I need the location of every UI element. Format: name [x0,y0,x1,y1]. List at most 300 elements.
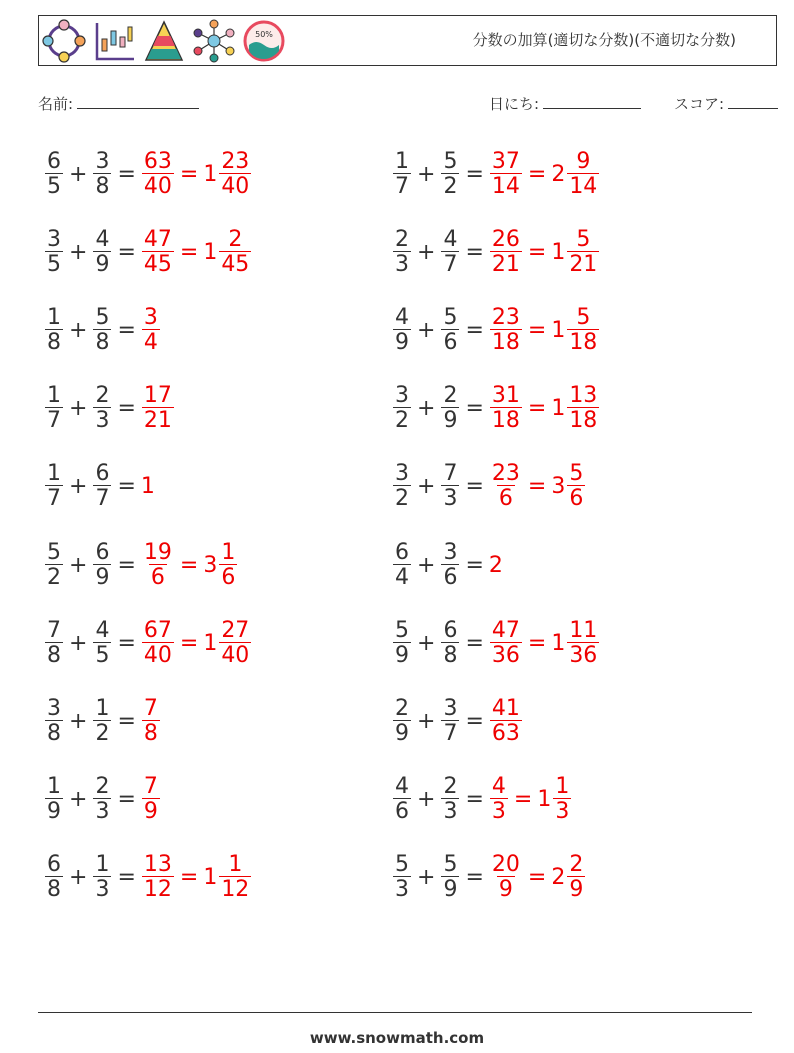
addend-fraction [441,304,459,355]
addend-fraction [393,304,411,355]
denominator: 8 [47,329,61,355]
numerator: 5 [443,304,458,330]
denominator: 5 [47,251,61,277]
addend-fraction [441,385,459,432]
denominator: 45 [221,251,250,277]
denominator: 14 [491,173,520,199]
denominator: 6 [498,486,513,512]
answer-fraction [142,148,174,199]
numerator: 2 [95,774,110,800]
answer-fraction [142,776,160,823]
problem-item [44,299,161,361]
addend-fraction [93,854,111,901]
answer-fraction [490,776,508,823]
addend-fraction [393,463,411,510]
equals-sign: = [179,161,199,187]
numerator: 6 [95,539,110,565]
numerator: 7 [443,461,458,487]
problem-item [392,847,586,909]
plus-sign: + [69,630,88,656]
mixed-whole: 1 [203,630,218,656]
problem-item [44,534,238,596]
numerator: 6 [95,461,110,487]
numerator: 5 [443,148,458,174]
mixed-fraction [219,854,251,901]
mixed-whole: 1 [203,161,218,187]
answer-whole: 2 [488,552,503,578]
denominator: 21 [143,408,172,434]
numerator: 7 [143,774,158,800]
denominator: 8 [95,173,110,199]
denominator: 6 [395,799,409,825]
plus-sign: + [417,787,436,813]
header-icons [42,19,286,63]
denominator: 63 [491,720,520,746]
addend-fraction [45,617,63,668]
numerator: 13 [143,852,172,878]
numerator: 5 [443,852,458,878]
numerator: 6 [47,852,61,878]
numerator: 4 [395,774,409,800]
problem-item [44,143,252,205]
plus-sign: + [417,161,436,187]
addend-fraction [45,148,63,199]
numerator: 3 [47,226,61,252]
equals-sign: = [465,552,484,578]
mixed-fraction [553,776,571,823]
numerator: 4 [395,304,409,330]
addend-fraction [393,226,411,277]
equals-sign: = [527,474,547,500]
denominator: 9 [443,877,458,903]
mixed-whole: 1 [203,865,218,891]
denominator: 3 [95,877,110,903]
denominator: 9 [47,799,61,825]
denominator: 7 [47,408,61,434]
denominator: 6 [150,564,165,590]
numerator: 3 [443,695,458,721]
plus-sign: + [417,630,436,656]
numerator: 3 [395,383,409,409]
numerator: 2 [443,774,458,800]
denominator: 3 [443,799,458,825]
denominator: 18 [491,329,520,355]
worksheet-title: 分数の加算(適切な分数)(不適切な分数) [472,31,736,49]
equals-sign: = [179,865,199,891]
equals-sign: = [179,552,199,578]
plus-sign: + [69,474,88,500]
numerator: 7 [47,617,61,643]
denominator: 5 [95,642,110,668]
denominator: 9 [395,329,409,355]
problem-item [392,690,523,752]
problem-item [392,143,600,205]
numerator: 2 [228,226,243,252]
answer-fraction [490,226,522,277]
denominator: 21 [491,251,520,277]
date-label: 日にち: [489,95,540,113]
denominator: 8 [95,329,110,355]
plus-sign: + [417,474,436,500]
numerator: 4 [491,774,506,800]
numerator: 9 [576,148,591,174]
denominator: 3 [443,486,458,512]
addend-fraction [393,695,411,746]
numerator: 47 [491,617,520,643]
denominator: 18 [569,329,598,355]
denominator: 9 [95,564,110,590]
equals-sign: = [527,317,547,343]
numerator: 3 [47,695,61,721]
plus-sign: + [69,239,88,265]
mixed-fraction [567,854,585,901]
numerator: 5 [395,852,409,878]
denominator: 14 [569,173,598,199]
plus-sign: + [417,317,436,343]
numerator: 3 [443,539,458,565]
plus-sign: + [417,708,436,734]
worksheet-header [38,15,777,66]
numerator: 23 [491,304,520,330]
mixed-whole: 1 [551,396,566,422]
footer-divider [38,1012,752,1013]
denominator: 7 [95,486,110,512]
mixed-whole: 1 [537,787,552,813]
answer-fraction [142,854,174,901]
addend-fraction [393,854,411,901]
plus-sign: + [69,787,88,813]
plus-sign: + [417,396,436,422]
denominator: 4 [395,564,409,590]
answer-fraction [490,695,522,746]
answer-fraction [490,304,522,355]
numerator: 1 [47,461,61,487]
equals-sign: = [465,396,484,422]
denominator: 9 [95,251,110,277]
equals-sign: = [465,708,484,734]
problem-item [392,769,572,831]
equals-sign: = [117,317,136,343]
equals-sign: = [117,161,136,187]
numerator: 1 [47,304,61,330]
denominator: 5 [47,173,61,199]
denominator: 8 [143,720,158,746]
equals-sign: = [117,552,136,578]
equals-sign: = [465,865,484,891]
numerator: 4 [95,226,110,252]
numerator: 2 [395,695,409,721]
numerator: 5 [569,461,584,487]
equals-sign: = [179,239,199,265]
numerator: 2 [95,383,110,409]
addend-fraction [45,463,63,510]
plus-sign: + [417,239,436,265]
denominator: 3 [395,251,409,277]
equals-sign: = [527,630,547,656]
denominator: 3 [395,877,409,903]
plus-sign: + [69,396,88,422]
numerator: 5 [576,304,591,330]
denominator: 3 [95,799,110,825]
numerator: 6 [395,539,409,565]
denominator: 7 [443,251,458,277]
numerator: 1 [47,383,61,409]
addend-fraction [441,695,459,746]
equals-sign: = [527,396,547,422]
denominator: 4 [143,329,158,355]
numerator: 1 [221,539,236,565]
answer-fraction [142,539,174,590]
addend-fraction [441,148,459,199]
mixed-fraction [567,226,599,277]
problem-item [392,534,503,596]
date-field [489,93,641,114]
addend-fraction [45,226,63,277]
addend-fraction [441,854,459,901]
mixed-fraction [219,617,251,668]
denominator: 8 [443,642,458,668]
equals-sign: = [465,474,484,500]
numerator: 17 [143,383,172,409]
numerator: 5 [576,226,591,252]
addend-fraction [45,695,63,746]
denominator: 18 [569,408,598,434]
equals-sign: = [117,239,136,265]
numerator: 1 [47,774,61,800]
name-blank[interactable] [77,94,199,109]
equals-sign: = [465,630,484,656]
mixed-fraction [567,304,599,355]
addend-fraction [393,385,411,432]
numerator: 5 [95,304,110,330]
addend-fraction [93,148,111,199]
numerator: 5 [47,539,61,565]
addend-fraction [93,385,111,432]
denominator: 3 [555,799,570,825]
denominator: 9 [443,408,458,434]
numerator: 37 [491,148,520,174]
denominator: 6 [443,329,458,355]
denominator: 12 [221,877,250,903]
pyramid-icon [142,19,186,63]
equals-sign: = [465,787,484,813]
addend-fraction [45,304,63,355]
answer-fraction [142,385,174,432]
problem-item [44,378,175,440]
addend-fraction [93,304,111,355]
problem-item [44,769,161,831]
denominator: 6 [443,564,458,590]
numerator: 1 [555,774,570,800]
score-blank[interactable] [728,94,778,109]
equals-sign: = [117,708,136,734]
addend-fraction [441,463,459,510]
denominator: 40 [221,173,250,199]
date-blank[interactable] [543,94,641,109]
numerator: 1 [95,852,110,878]
denominator: 6 [221,564,236,590]
name-field [38,93,199,114]
problem-item [392,299,600,361]
numerator: 20 [491,852,520,878]
addend-fraction [441,539,459,590]
denominator: 6 [569,486,584,512]
problem-item [392,221,600,283]
addend-fraction [441,776,459,823]
mixed-whole: 3 [203,552,218,578]
answer-fraction [142,617,174,668]
mixed-fraction [567,617,599,668]
answer-fraction [142,304,160,355]
numerator: 1 [228,852,243,878]
candlestick-chart-icon [92,19,136,63]
denominator: 40 [143,173,172,199]
score-field [674,93,778,114]
answer-whole: 1 [140,474,155,500]
svg-text:50%: 50% [255,30,273,39]
numerator: 19 [143,539,172,565]
mixed-fraction [567,385,599,432]
denominator: 9 [395,642,409,668]
numerator: 63 [143,148,172,174]
mixed-whole: 1 [203,239,218,265]
problem-item [44,690,161,752]
denominator: 2 [395,486,409,512]
answer-fraction [490,148,522,199]
denominator: 2 [395,408,409,434]
footer-url: www.snowmath.com [309,1029,485,1047]
answer-fraction [142,226,174,277]
numerator: 4 [443,226,458,252]
plus-sign: + [69,317,88,343]
denominator: 8 [47,877,61,903]
numerator: 3 [395,461,409,487]
denominator: 40 [221,642,250,668]
answer-fraction [490,463,522,510]
denominator: 40 [143,642,172,668]
answer-fraction [490,617,522,668]
denominator: 21 [569,251,598,277]
denominator: 8 [47,642,61,668]
numerator: 4 [95,617,110,643]
plus-sign: + [69,708,88,734]
numerator: 1 [95,695,110,721]
addend-fraction [393,148,411,199]
plus-sign: + [417,865,436,891]
numerator: 26 [491,226,520,252]
denominator: 12 [143,877,172,903]
addend-fraction [45,854,63,901]
problem-item [44,847,252,909]
denominator: 9 [143,799,158,825]
addend-fraction [393,617,411,668]
addend-fraction [441,617,459,668]
numerator: 2 [395,226,409,252]
equals-sign: = [465,317,484,343]
equals-sign: = [527,161,547,187]
mixed-fraction [567,463,585,510]
equals-sign: = [513,787,533,813]
score-label: スコア: [674,95,725,113]
mixed-fraction [567,148,599,199]
name-label: 名前: [38,95,74,113]
numerator: 7 [143,695,158,721]
problem-item [392,612,600,674]
mixed-whole: 1 [551,317,566,343]
problem-item [392,378,600,440]
mixed-whole: 2 [551,161,566,187]
equals-sign: = [117,630,136,656]
addend-fraction [45,539,63,590]
problem-item [44,612,252,674]
mixed-whole: 1 [551,239,566,265]
numerator: 6 [47,148,61,174]
mixed-fraction [219,148,251,199]
numerator: 3 [95,148,110,174]
equals-sign: = [179,630,199,656]
equals-sign: = [465,239,484,265]
numerator: 23 [491,461,520,487]
addend-fraction [393,539,411,590]
denominator: 45 [143,251,172,277]
percent-circle-icon [242,19,286,63]
denominator: 36 [491,642,520,668]
numerator: 47 [143,226,172,252]
denominator: 9 [498,877,513,903]
denominator: 7 [443,720,458,746]
equals-sign: = [117,474,136,500]
numerator: 2 [569,852,584,878]
denominator: 2 [443,173,458,199]
numerator: 41 [491,695,520,721]
problem-item [392,456,586,518]
numerator: 31 [491,383,520,409]
addend-fraction [45,385,63,432]
equals-sign: = [117,865,136,891]
denominator: 9 [569,877,584,903]
denominator: 3 [491,799,506,825]
addend-fraction [93,776,111,823]
addend-fraction [93,539,111,590]
addend-fraction [93,695,111,746]
denominator: 2 [95,720,110,746]
plus-sign: + [69,161,88,187]
plus-sign: + [69,865,88,891]
answer-fraction [142,695,160,746]
mixed-fraction [219,226,251,277]
numerator: 67 [143,617,172,643]
equals-sign: = [527,865,547,891]
denominator: 18 [491,408,520,434]
equals-sign: = [117,787,136,813]
numerator: 6 [443,617,458,643]
denominator: 7 [395,173,409,199]
answer-fraction [490,385,522,432]
answer-fraction [490,854,522,901]
addend-fraction [441,226,459,277]
addend-fraction [93,463,111,510]
denominator: 3 [95,408,110,434]
addend-fraction [93,617,111,668]
denominator: 9 [395,720,409,746]
mixed-whole: 2 [551,865,566,891]
mixed-whole: 1 [551,630,566,656]
plus-sign: + [417,552,436,578]
denominator: 2 [47,564,61,590]
numerator: 11 [569,617,598,643]
problem-item [44,456,155,518]
numerator: 2 [443,383,458,409]
